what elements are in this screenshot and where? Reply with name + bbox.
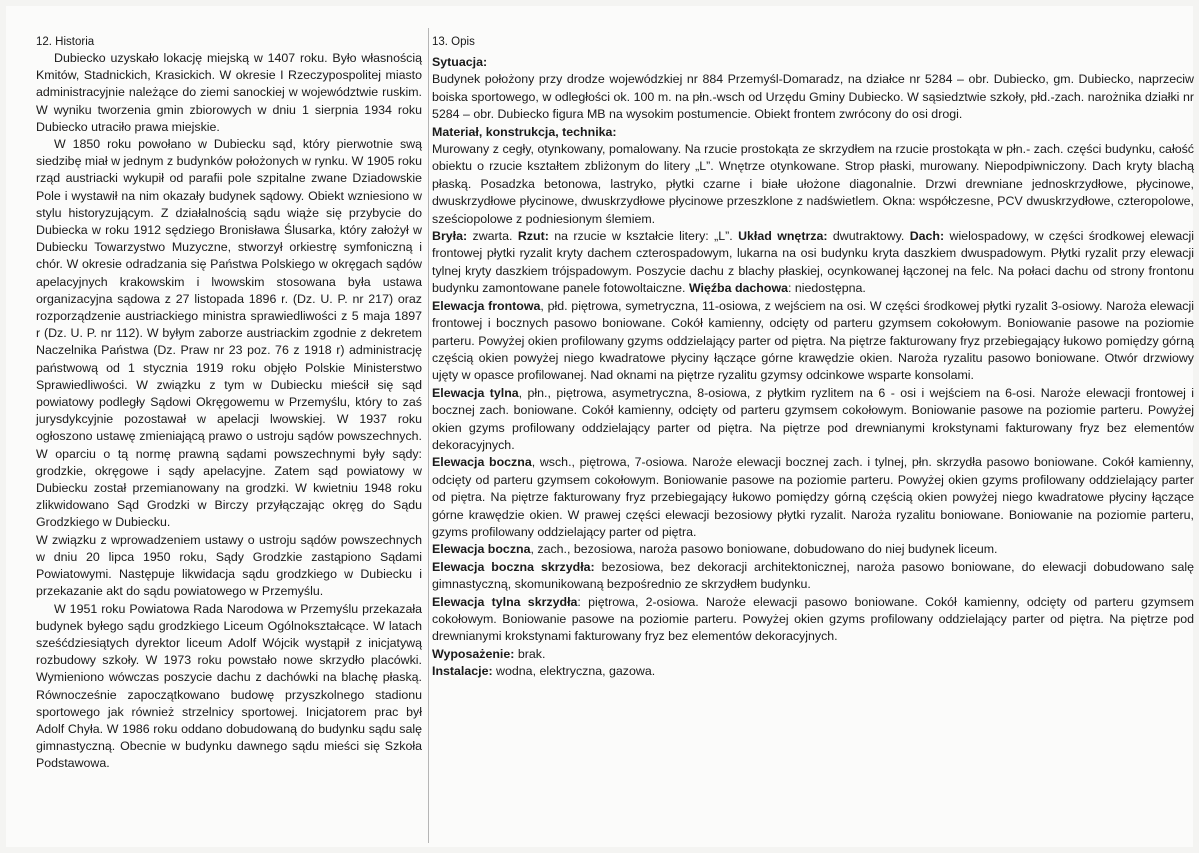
tylna-text: , płn., piętrowa, asymetryczna, 8-osiowa, z płytkim ryzlitem na 6 - osi i wejściem na 6-osi. Naroże elewacji frontowej i bocznej zach. boniowane. Cokół kamienny, odcięty od parteru gzymsem cokołowym. Boniowanie pasowe na poziomie parteru. Powyżej okien gzyms profilowany oddzielający parter od piętra. Na piętrze pod drewnianymi krokstynami fakturowany fryz bez elementów dekoracyjnych. — [432, 385, 1195, 452]
boczna-wsch-label: Elewacja boczna — [432, 455, 532, 470]
history-paragraph-3: W związku z wprowadzeniem ustawy o ustroju sądów powszechnych w dniu 20 lipca 1950 roku, Sądy Grodzkie zastąpiono Sądami Powiatowymi. Następuje likwidacja sądu grodzkiego w Dubiecku i przekazanie akt do sądu powiatowego w Przemyślu. — [36, 532, 422, 599]
wyposazenie-paragraph — [432, 646, 1194, 663]
instalacje-paragraph — [432, 663, 1194, 680]
sytuacja-label-line — [432, 54, 1194, 71]
column-divider — [428, 28, 429, 843]
document-page — [6, 6, 1193, 847]
wyposazenie-label: Wyposażenie: — [432, 646, 515, 661]
material-label-line — [432, 124, 1194, 141]
description-heading: 13. Opis — [432, 36, 475, 48]
instalacje-text: wodna, elektryczna, gazowa. — [492, 664, 656, 679]
wyposazenie-text: brak. — [514, 646, 546, 661]
bryla-label: Bryła: — [432, 229, 468, 244]
sytuacja-label: Sytuacja: — [432, 55, 488, 69]
boczna-skrzydla-text: bezosiowa, bez dekoracji architektonicznej, naroża pasowo boniowane, do elewacji dobudowano salę gimnastyczną, skomunikowaną bezpośrednio ze skrzydłem budynku. — [432, 559, 1194, 592]
description-column — [432, 34, 1194, 681]
boczna-wsch-text: , wsch., piętrowa, 7-osiowa. Naroże elewacji bocznej zach. i tylnej, płn. skrzydła pasowo boniowane. Cokół kamienny, odcięty od parteru gzymsem cokołowym. Boniowanie pasowe na poziomie parteru. Powyżej okien gzyms profilowany oddzielający parter od piętra. Na piętrze fakturowany fryz przebiegający łukowo pomiędzy górną częścią okien powyżej niego kwadratowe płyciny łączące górne krawędzie okien. W prawej części elewacji bezosiowy płytki ryzalit. Naroża ryzalitu boniowane. Boniowanie na poziomie parteru, gzyms profilowany oddzielający parter od piętra. — [432, 455, 1194, 539]
sytuacja-text: Budynek położony przy drodze wojewódzkiej nr 884 Przemyśl-Domaradz, na działce nr 5284 – obr. Dubiecko, gm. Dubiecko, naprzeciw boiska sportowego, w odległości ok. 100 m. na płn.-wsch od Urzędu Gminy Dubiecko. W sąsiedztwie szkoły, płd.-zach. narożnika działki nr 5284 – obr. Dubiecko figura MB na wysokim postumencie. Obiekt frontem zwrócony do osi drogi. — [432, 72, 1194, 122]
material-label: Materiał, konstrukcja, technika: — [432, 124, 617, 139]
dach-text: wielospadowy, w części środkowej elewacji frontowej płytki ryzalit kryty dachem czterospadowym, lukarna na osi budynku kryta daszkiem dwuspadowym. Płytki ryzalit przy elewacji tylnej kryty daszkiem trójspadowym. Poszycie dachu z blachy płaskiej, ocynkowanej łączonej na felc. Na połaci dachu od strony frontonu budynku zamontowane panele fotowoltaiczne. — [432, 229, 1194, 296]
boczna-skrzydla-label: Elewacja boczna skrzydła: — [432, 559, 595, 574]
tylna-skrzydla-label: Elewacja tylna skrzydła — [432, 594, 578, 609]
wiezba-text: : niedostępna. — [787, 281, 866, 296]
tylna-label: Elewacja tylna — [432, 385, 519, 400]
bryla-paragraph — [432, 228, 1194, 298]
material-text: Murowany z cegły, otynkowany, pomalowany. Na rzucie prostokąta ze skrzydłem na rzucie prostokąta w płn.- zach. części budynku, całość obiektu o rzucie kształtem zbliżonym do litery „L”. Wnętrze otynkowane. Strop płaski, murowany. Niepodpiwniczony. Dach kryty blachą płaską. Posadzka betonowa, lastryko, płytki czarne i białe ułożone diagonalnie. Drzwi drewniane jednoskrzydłowe, płycinowe, dwuskrzydłowe płycinowe, dwuskrzydłowe płycinowe przeszklone z nadświetlem. Okna: współczesne, PCV dwuskrzydłowe, czteropolowe, sześciopolowe z podniesionym ślemiem. — [432, 142, 1194, 226]
history-column — [36, 34, 422, 773]
wiezba-label: Więźba dachowa — [688, 281, 788, 296]
boczna-wsch-paragraph — [432, 454, 1194, 541]
history-paragraph-4: W 1951 roku Powiatowa Rada Narodowa w Przemyślu przekazała budynek byłego sądu grodzkiego Liceum Ogólnokształcące. W latach sześćdziesiątych dyrektor liceum Adolf Wójcik wystąpił z inicjatywą rozbudowy szkoły. W 1973 roku powstało nowe skrzydło placówki. Wymieniono wówczas poszycie dachu z dachówki na blachę płaską. Równocześnie zapoczątkowano budowę przyszkolnego stadionu sportowego jak również strzelnicy sportowej. Inicjatorem prac był Adolf Chyła. W 1986 roku oddano dobudowaną do budynku sądu salę gimnastyczną. Obecnie w budynku dawnego sądu mieści się Szkoła Podstawowa. — [36, 601, 422, 771]
instalacje-label: Instalacje: — [432, 664, 493, 679]
history-paragraph-2: W 1850 roku powołano w Dubiecku sąd, który pierwotnie swą siedzibę miał w jednym z budynków położonych w rynku. W 1905 roku rząd austriacki wykupił od parafii pole szpitalne zwane Dziadowskie Pole i wystawił na nim okazały budynek sądowy. Obiekt wzniesiono w stylu historyzującym. Z działalnością sądu wiąże się przybycie do Dubiecka w roku 1912 sędziego Bronisława Ślusarka, który założył w Dubiecku Towarzystwo Muzyczne, stworzył orkiestrę symfoniczną i chór. W okresie odradzania się Państwa Polskiego w okręgach sądów apelacyjnych krakowskim i lwowskim stosowana była ustawa organizacyjna sądowa z 27 listopada 1896 r. (Dz. U. P. nr 217) oraz rozporządzenie austriackiego ministra sprawiedliwości z 5 maja 1897 r (Dz. U. P. nr 112). W byłym zaborze austriackim zgodnie z dekretem Naczelnika Państwa (Dz. Praw nr 23 poz. 76 z 1918 r) administrację państwową od 1 stycznia 1919 roku objęło Polskie Ministerstwo Sprawiedliwości. W związku z tym w Dubiecku mieścił się sąd powiatowy podległy Sądowi Okręgowemu w Przemyślu, który to zaś jurysdykcyjnie pozostawał w apelacji lwowskiej. W 1937 roku ogłoszono ustawę zmieniającą prawo o ustroju sądów powszechnych. W oparciu o tą normę prawną sądami powszechnymi były sądy: grodzkie, okręgowe i sądy apelacyjne. Zatem sąd powiatowy w Dubiecku został przemianowany na grodzki. W kwietniu 1948 roku zlikwidowano Sąd Grodzki w Birczy przyłączając okręg do Sądu Grodzkiego w Dubiecku. — [36, 137, 422, 530]
boczna-zach-text: , zach., bezosiowa, naroża pasowo boniowane, dobudowano do niej budynek liceum. — [530, 542, 998, 557]
front-label: Elewacja frontowa — [432, 298, 541, 313]
front-text: , płd. piętrowa, symetryczna, 11-osiowa, z wejściem na osi. W części środkowej płytki ryzalit 3-osiowy. Naroża elewacji frontowej i bocznych pasowo boniowane. Cokół kamienny, odcięty od parteru gzymsem cokołowym. Boniowanie pasowe na poziomie parteru. Powyżej okien profilowany gzyms oddzielający parter od piętra. Na piętrze fakturowany fryz przebiegający łukowo pomiędzy górną częścią okien powyżej niego kwadratowe płyciny łączące górne krawędzie okien. Naroża ryzalitu pasowo boniowane. Otwór drzwiowy ujęty w opasce profilowanej. Nad oknami na piętrze ryzalitu gzymsy odcinkowe wsparte konsolami. — [432, 298, 1194, 383]
tylna-skrzydla-paragraph — [432, 594, 1194, 646]
boczna-skrzydla-paragraph — [432, 559, 1194, 594]
boczna-zach-label: Elewacja boczna — [432, 542, 531, 557]
front-paragraph — [432, 298, 1194, 385]
tylna-skrzydla-text: : piętrowa, 2-osiowa. Naroże elewacji pasowo boniowane. Cokół kamienny, odcięty od parteru gzymsem cokołowym. Boniowanie pasowe na poziomie parteru. Powyżej okien gzyms profilowany oddzielający parter od piętra. Na piętrze pod drewnianymi krokstynami fakturowany fryz bez elementów dekoracyjnych. — [432, 594, 1194, 644]
uklad-text: dwutraktowy. — [827, 229, 910, 244]
rzut-label: Rzut: — [517, 229, 549, 244]
history-paragraph-1: Dubiecko uzyskało lokację miejską w 1407 roku. Było własnością Kmitów, Stadnickich, Krasickich. W okresie I Rzeczypospolitej miasto administracyjnie należące do ziemi sanockiej w województwie ruskim. W wyniku tworzenia gmin zbiorowych w dniu 1 sierpnia 1934 roku Dubiecko utraciło prawa miejskie. — [36, 51, 422, 134]
uklad-label: Układ wnętrza: — [738, 229, 828, 244]
dach-label: Dach: — [909, 229, 945, 244]
bryla-text: zwarta. — [467, 229, 518, 244]
boczna-zach-paragraph — [432, 541, 1194, 558]
rzut-text: na rzucie w kształcie litery: „L”. — [548, 229, 739, 244]
tylna-paragraph — [432, 385, 1194, 455]
history-heading: 12. Historia — [36, 36, 95, 48]
